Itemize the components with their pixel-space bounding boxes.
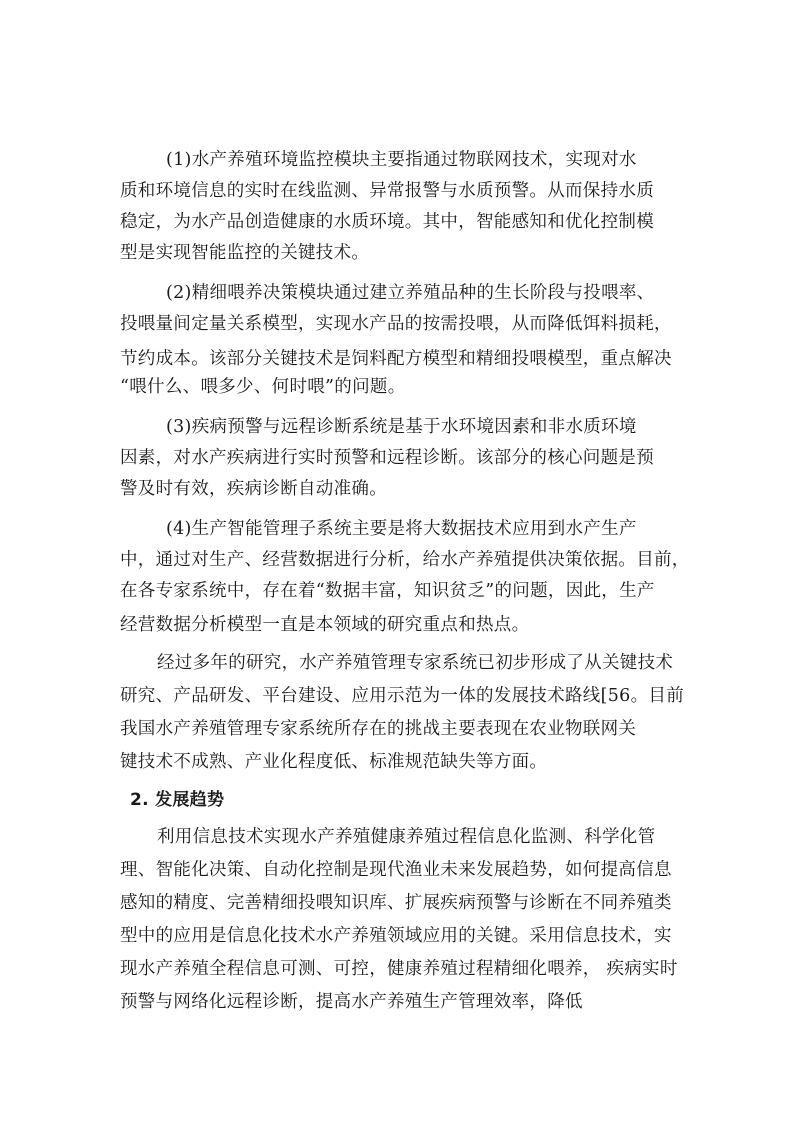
- text-line: 质和环境信息的实时在线监测、异常报警与水质预警。从而保持水质: [120, 181, 654, 201]
- text-line: 预警与网络化远程诊断，提高水产养殖生产管理效率，降低: [120, 992, 583, 1012]
- heading-text: 2. 发展趋势: [130, 790, 225, 810]
- text-line: (2)精细喂养决策模块通过建立养殖品种的生长阶段与投喂率、: [166, 283, 655, 303]
- text-line: (4)生产智能管理子系统主要是将大数据技术应用到水产生产: [166, 519, 637, 539]
- text-line: 中，通过对生产、经营数据进行分析，给水产养殖提供决策依据。目前，: [120, 550, 690, 570]
- text-line: 经营数据分析模型一直是本领域的研究重点和热点。: [120, 615, 530, 635]
- text-line: (3)疾病预警与远程诊断系统是基于水环境因素和非水质环境: [166, 417, 637, 437]
- text-line: 键技术不成熟、产业化程度低、标准规范缺失等方面。: [120, 752, 548, 772]
- text-line: (1)水产养殖环境监控模块主要指通过物联网技术，实现对水: [166, 150, 637, 170]
- text-line: 经过多年的研究，水产养殖管理专家系统已初步形成了从关键技术: [157, 653, 674, 673]
- text-line: 现水产养殖全程信息可测、可控，健康养殖过程精细化喂养， 疾病实时: [120, 959, 678, 979]
- text-line: 节约成本。该部分关键技术是饲料配方模型和精细投喂模型，重点解决: [120, 349, 672, 369]
- text-line: 研究、产品研发、平台建设、应用示范为一体的发展技术路线[56。目前: [120, 686, 684, 706]
- text-line: 因素，对水产疾病进行实时预警和远程诊断。该部分的核心问题是预: [120, 448, 654, 468]
- text-line: 投喂量间定量关系模型，实现水产品的按需投喂，从而降低饵料损耗，: [120, 314, 672, 334]
- text-line: 利用信息技术实现水产养殖健康养殖过程信息化监测、科学化管: [157, 827, 656, 847]
- text-line: 感知的精度、完善精细投喂知识库、扩展疾病预警与诊断在不同养殖类: [120, 893, 672, 913]
- text-line: 型中的应用是信息化技术水产养殖领域应用的关键。采用信息技术，实: [120, 926, 672, 946]
- text-line: 警及时有效，疾病诊断自动准确。: [120, 479, 387, 499]
- text-line: 型是实现智能监控的关键技术。: [120, 243, 370, 263]
- text-line: 稳定，为水产品创造健康的水质环境。其中，智能感知和优化控制模: [120, 212, 654, 232]
- text-line: 我国水产养殖管理专家系统所存在的挑战主要表现在农业物联网关: [120, 719, 637, 739]
- text-line: 在各专家系统中，存在着“数据丰富，知识贫乏”的问题，因此，生产: [120, 581, 655, 601]
- text-line: “喂什么、喂多少、何时喂”的问题。: [120, 377, 406, 397]
- text-line: 理、智能化决策、自动化控制是现代渔业未来发展趋势，如何提高信息: [120, 860, 672, 880]
